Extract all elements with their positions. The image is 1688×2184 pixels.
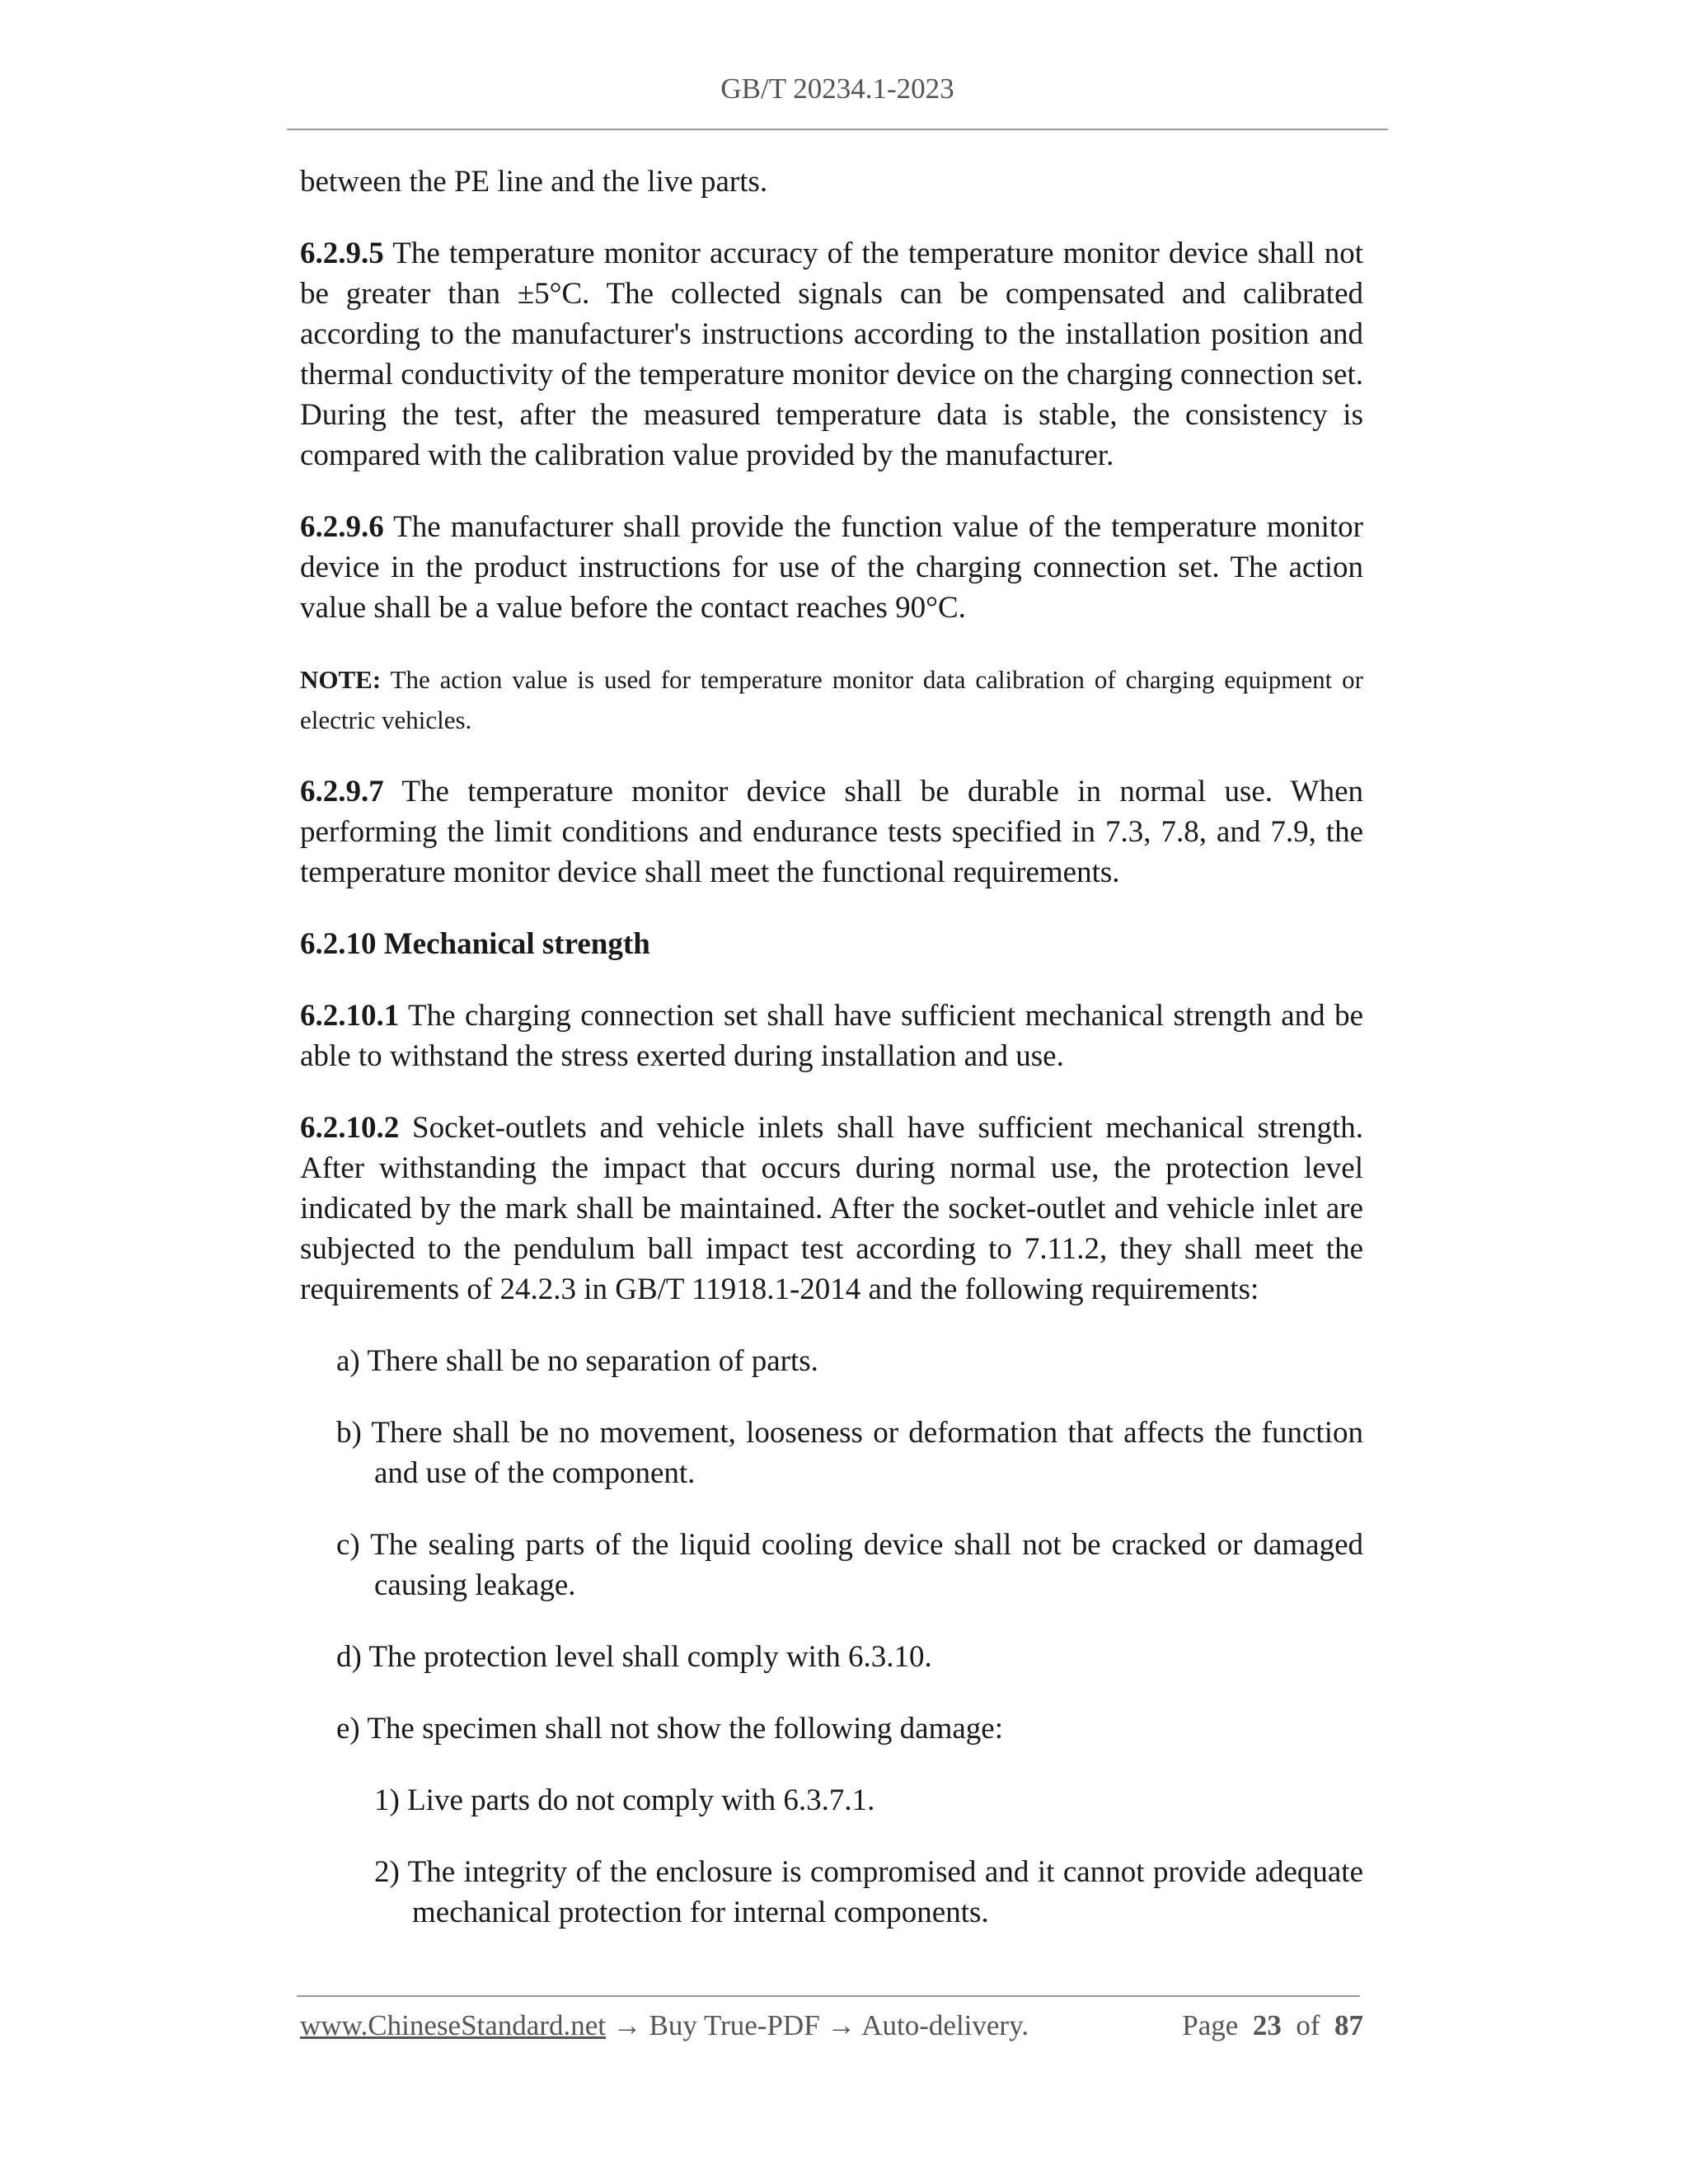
arrow-icon: → (612, 2009, 642, 2041)
delivery-text: Auto-delivery. (861, 2009, 1029, 2041)
page-header: GB/T 20234.1-2023 (720, 73, 954, 105)
header-divider (287, 129, 1388, 130)
arrow-icon: → (827, 2009, 856, 2041)
footer-promo (300, 2009, 1029, 2042)
list-item: b) There shall be no movement, looseness or deformation that affects the function and use of the component. (336, 1416, 1363, 1490)
clause-number: 6.2.9.7 (300, 775, 384, 808)
list-item: a) There shall be no separation of parts. (336, 1344, 818, 1378)
page-total: 87 (1334, 2009, 1363, 2041)
clause-number: 6.2.9.6 (300, 510, 384, 544)
of-label: of (1296, 2009, 1320, 2041)
site-link[interactable]: www.ChineseStandard.net (300, 2009, 606, 2041)
document-body (300, 162, 1363, 1964)
clause-text: Socket-outlets and vehicle inlets shall have sufficient mechanical strength. After withstanding the impact that occurs during normal use, the protection level indicated by the mark shall be maintained. After the socket-outlet and vehicle inlet are subjected to the pendulum ball impact test according to 7.11.2, they shall meet the requirements of 24.2.3 in GB/T 11918.1-2014 and the following requirements: (300, 1111, 1364, 1306)
note (300, 659, 1363, 740)
clause-6-2-10-2 (300, 1108, 1363, 1310)
clause-number: 6.2.10.2 (300, 1111, 400, 1145)
clause-6-2-10-1 (300, 996, 1363, 1076)
list-item: e) The specimen shall not show the following damage: (336, 1712, 1004, 1746)
clause-text: The temperature monitor accuracy of the temperature monitor device shall not be greater than ±5°C. The collected signals can be compensated and calibrated according to the manufacturer's instructions according to the installation position and thermal conductivity of the temperature monitor device on the charging connection set. During the test, after the measured temperature data is stable, the consistency is compared with the calibration value provided by the manufacturer. (300, 237, 1363, 472)
note-text: The action value is used for temperature monitor data calibration of charging equipment or electric vehicles. (300, 665, 1364, 734)
sub-list-item: 2) The integrity of the enclosure is compromised and it cannot provide adequate mechanical protection for internal components. (374, 1855, 1363, 1929)
note-label: NOTE: (300, 665, 382, 694)
clause-text: The manufacturer shall provide the function value of the temperature monitor device in the product instructions for use of the charging connection set. The action value shall be a value before the contact reaches 90°C. (300, 510, 1363, 625)
list-item: c) The sealing parts of the liquid cooling device shall not be cracked or damaged causing leakage. (336, 1528, 1363, 1602)
clause-6-2-9-5 (300, 233, 1363, 476)
paragraph: between the PE line and the live parts. (300, 165, 768, 199)
clause-6-2-9-6 (300, 507, 1363, 628)
clause-number: 6.2.10.1 (300, 999, 400, 1033)
clause-text: The charging connection set shall have sufficient mechanical strength and be able to withstand the stress exerted during installation and use. (300, 999, 1363, 1073)
page-indicator (1182, 2009, 1363, 2042)
section-heading: 6.2.10 Mechanical strength (300, 927, 650, 961)
sub-list-item: 1) Live parts do not comply with 6.3.7.1. (374, 1783, 875, 1817)
page-number: 23 (1252, 2009, 1282, 2041)
clause-6-2-9-7 (300, 771, 1363, 893)
footer-divider (297, 1995, 1360, 1997)
list-item: d) The protection level shall comply with 6.3.10. (336, 1640, 932, 1674)
page-footer (300, 2009, 1363, 2042)
buy-text: Buy True-PDF (649, 2009, 820, 2041)
clause-text: The temperature monitor device shall be durable in normal use. When performing the limit conditions and endurance tests specified in 7.3, 7.8, and 7.9, the temperature monitor device shall meet the functional requirements. (300, 775, 1363, 889)
page-label: Page (1182, 2009, 1239, 2041)
clause-number: 6.2.9.5 (300, 237, 384, 270)
